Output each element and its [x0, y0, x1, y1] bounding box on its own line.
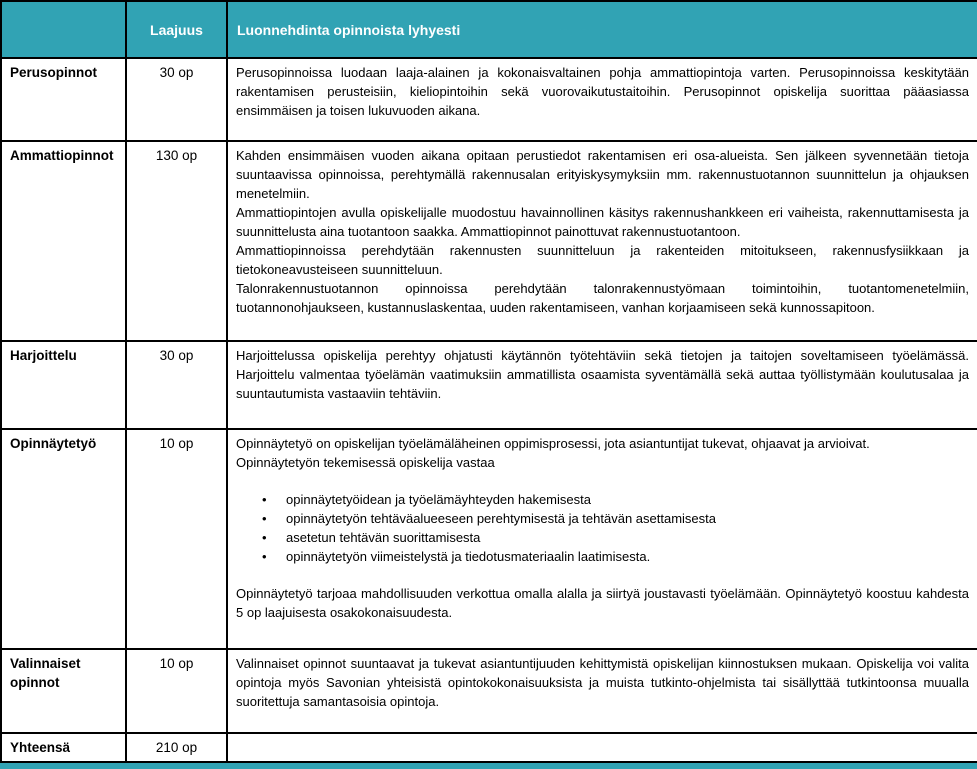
row-extent: 130 op	[126, 141, 227, 341]
row-label: Perusopinnot	[1, 58, 126, 141]
header-cell-laajuus: Laajuus	[126, 1, 227, 58]
row-description	[227, 429, 977, 649]
header-cell-empty	[1, 1, 126, 58]
description-paragraph: Ammattiopintojen avulla opiskelijalle muodostuu havainnollinen käsitys rakennushankkeen eri vaiheista, rakennuttamisesta ja suunnittelusta aina tuotantoon saakka. Ammattiopinnot painottuvat rakennustuotantoon.	[236, 205, 969, 239]
row-description	[227, 341, 977, 429]
table-body	[1, 58, 977, 762]
description-paragraph: Kahden ensimmäisen vuoden aikana opitaan perustiedot rakentamisen eri osa-alueista. Sen jälkeen syvennetään tietoja suuntaavissa opinnoissa, perehtymällä rakennusalan erityiskysymyksiin mm. rakennustuotannon suunnittelun ja ohjauksen menetelmiin.	[236, 148, 969, 201]
header-cell-description: Luonnehdinta opinnoista lyhyesti	[227, 1, 977, 58]
row-label: Harjoittelu	[1, 341, 126, 429]
description-paragraph: Talonrakennustuotannon opinnoissa perehdytään talonrakennustyömaan toimintoihin, tuotantomenetelmiin, tuotannonohjaukseen, kustannuslaskentaa, uuden rakentamiseen, vanhan korjaamiseen sekä kunnossapitoon.	[236, 281, 969, 315]
table-row	[1, 649, 977, 733]
row-description	[227, 649, 977, 733]
description-paragraph: Ammattiopinnoissa perehdytään rakennusten suunnitteluun ja rakenteiden mitoitukseen, rakennusfysiikkaan ja tietokoneavusteiseen suunnitteluun.	[236, 243, 969, 277]
table-row	[1, 141, 977, 341]
bullet-item: • opinnäytetyön tehtäväalueeseen perehtymisestä ja tehtävän asettamisesta	[236, 509, 969, 528]
bullet-list	[236, 490, 969, 566]
bullet-item: • asetetun tehtävän suorittamisesta	[236, 528, 969, 547]
description-paragraph: Harjoittelussa opiskelija perehtyy ohjatusti käytännön työtehtäviin sekä tietojen ja taitojen soveltamiseen työelämässä. Harjoittelu valmentaa työelämän vaatimuksiin ammatillista osaamista syventämällä sekä auttaa työllistymään koulutusalaa ja suuntautumista vastaaviin tehtäviin.	[236, 348, 969, 401]
bottom-accent-bar	[0, 763, 977, 769]
table-row	[1, 58, 977, 141]
description-paragraph: Valinnaiset opinnot suuntaavat ja tukevat asiantuntijuuden kehittymistä opiskelijan kiinnostuksen mukaan. Opiskelija voi valita opintoja myös Savonian yhteisistä opintokokonaisuuksista ja muista tutkinto-ohjelmista tai sisällyttää tutkintoonsa muualla suoritettuja samantasoisia opintoja.	[236, 656, 969, 709]
bullet-item: • opinnäytetyöidean ja työelämäyhteyden hakemisesta	[236, 490, 969, 509]
table-row	[1, 733, 977, 762]
row-description	[227, 58, 977, 141]
blank-line	[236, 566, 969, 584]
row-extent: 30 op	[126, 341, 227, 429]
description-paragraph: Perusopinnoissa luodaan laaja-alainen ja kokonaisvaltainen pohja ammattiopintoja varten. Perusopinnoissa keskitytään rakentamisen perusteisiin, kieliopintoihin sekä vuorovaikutustaitoihin. Perusopinnot opiskelija suorittaa pääasiassa ensimmäisen ja toisen lukuvuoden aikana.	[236, 65, 969, 118]
table-row	[1, 341, 977, 429]
row-label: Valinnaiset opinnot	[1, 649, 126, 733]
row-extent: 210 op	[126, 733, 227, 762]
row-label: Opinnäytetyö	[1, 429, 126, 649]
row-description	[227, 733, 977, 762]
table-row	[1, 429, 977, 649]
row-description	[227, 141, 977, 341]
description-paragraph: Opinnäytetyö tarjoaa mahdollisuuden verkottua omalla alalla ja siirtyä joustavasti työelämään. Opinnäytetyö koostuu kahdesta 5 op laajuisesta osakokonaisuudesta.	[236, 586, 969, 620]
bullet-item: • opinnäytetyön viimeistelystä ja tiedotusmateriaalin laatimisesta.	[236, 547, 969, 566]
row-extent: 30 op	[126, 58, 227, 141]
row-extent: 10 op	[126, 429, 227, 649]
row-label: Ammattiopinnot	[1, 141, 126, 341]
description-paragraph: Opinnäytetyö on opiskelijan työelämäläheinen oppimisprosessi, jota asiantuntijat tukevat, ohjaavat ja arvioivat.	[236, 436, 870, 451]
row-extent: 10 op	[126, 649, 227, 733]
header-row	[1, 1, 977, 58]
blank-line	[236, 472, 969, 490]
description-paragraph: Opinnäytetyön tekemisessä opiskelija vastaa	[236, 455, 495, 470]
row-label: Yhteensä	[1, 733, 126, 762]
